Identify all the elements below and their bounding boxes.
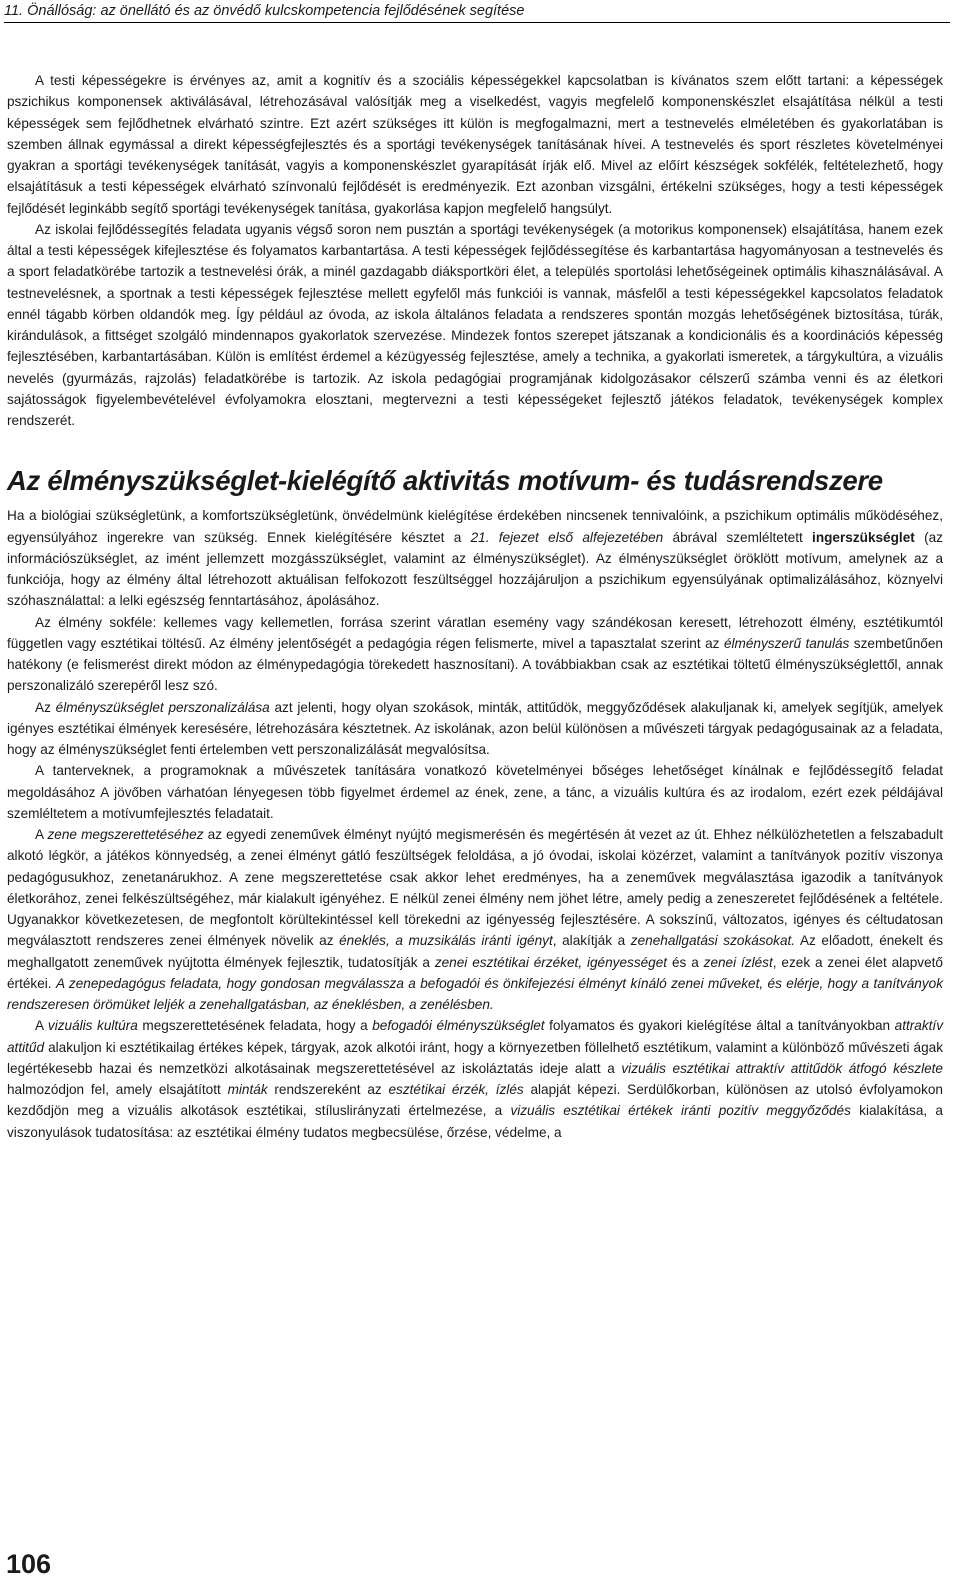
paragraph: A tanterveknek, a programoknak a művészetek tanítására vonatkozó követelményei bőséges lehetőséget kínálnak e fejlődéssegítő feladat megoldásához A jövőben várhatóan lényegesen több figyelmet érdemel az ének, zene, a tánc, a vizuális kultúra és az irodalom, ezért ezek példájával szemléltetem a motívumfejlesztés feladatait. <box>7 763 943 821</box>
paragraph: A zene megszerettetéséhez az egyedi zeneművek élményt nyújtó megismerésén és megértésén át vezet az út. Ehhez nélkülözhetetlen a felszabadult alkotó légkör, a játékos könnyedség, a zenei élményt gátló feszültségek feloldása, a jó óvodai, iskolai közérzet, valamint a tanítványok pozitív viszonya pedagógusukhoz, zenetanárukhoz. A zene megszerettetése csak akkor lehet eredményes, ha a zeneművek megválasztása igazodik a tanítványok életkorához, zenei felkészültségéhez, már kialakult igényéhez. E nélkül zenei élmény nem jöhet létre, amely pedig a zeneszeretet fejlődésének a feltétele. Ugyanakkor következetesen, de megfontolt körültekintéssel kell törekedni az igényesség fejlesztésére. A sokszínű, változatos, igényes és céltudatosan megválasztott rendszeres zenei élmények növelik az éneklés, a muzsikálás iránti igényt, alakítják a zenehallgatási szokásokat. Az előadott, énekelt és meghallgatott zeneművek nyújtotta élmények fejlesztik, tudatosítják a zenei esztétikai érzéket, igényességet és a zenei ízlést, ezek a zenei élet alapvető értékei. A zenepedagógus feladata, hogy gondosan megválassza a befogadói és önkifejezési élményt kínáló zenei műveket, és elérje, hogy a tanítványok rendszeresen örömüket leljék a zenehallgatásban, az éneklésben, a zenélésben. <box>7 827 944 1012</box>
running-title: 11. Önállóság: az önellátó és az önvédő kulcskompetencia fejlődésének segítése <box>4 3 525 19</box>
page-body <box>7 70 943 1143</box>
paragraph: A testi képességekre is érvényes az, amit a kognitív és a szociális képességekkel kapcsolatban is kívánatos szem előtt tartani: a képességek pszichikus komponensek aktiválásával, létrehozásával valósítják meg a viselkedést, vagyis megfelelő komponenskészlet elsajátítása nélkül a testi képességek sem fejlődhetnek elvárható szintre. Ezt azért szükséges itt külön is megfogalmazni, mert a testnevelés elméletében és gyakorlatában is szemben állnak egymással a direkt képességfejlesztés és a sportági tevékenységek tanításának hívei. A testnevelés és sport részletes követelményei gyakran a sportági tevékenységek tanítását, vagyis a komponenskészlet gyarapítását írják elő. Mivel az előírt készségek sokfélék, feltételezhető, hogy elsajátításuk a testi képességek elvárható színvonalú fejlődését is eredményezik. Ezt azonban vizsgálni, értékelni szükséges, hogy a testi képességek fejlődését leginkább segítő sportági tevékenységek tanítása, gyakorlása kapjon megfelelő hangsúlyt. <box>7 73 943 216</box>
page-number: 106 <box>6 1549 52 1579</box>
running-header <box>4 2 950 23</box>
paragraph: Az iskolai fejlődéssegítés feladata ugyanis végső soron nem pusztán a sportági tevékenységek (a motorikus komponensek) elsajátítása, hanem ezek által a testi képességek kifejlesztése és folyamatos karbantartása. A testi képességek fejlődéssegítése és karbantartása hagyományosan a testnevelés és a sport feladatkörébe tartozik a testnevelési órák, a minél gazdagabb diáksportköri élet, a település sportolási lehetőségeinek optimális kihasználásával. A testnevelésnek, a sportnak a testi képességek fejlesztése mellett egyfelől más funkciói is vannak, másfelől a testi képességekkel kapcsolatos feladatok ennél tágabb körben oldandók meg. Így például az óvoda, az iskola általános feladata a rendszeres spontán mozgás lehetőségének biztosítása, túrák, kirándulások, a fittséget szolgáló mindennapos gyakorlatok szervezése. Mindezek fontos szerepet játszanak a kondicionális és a koordinációs képesség fejlesztésében, karbantartásában. Külön is említést érdemel a kézügyesség fejlesztése, amely a technika, a gyakorlati ismeretek, a tárgykultúra, a vizuális nevelés (gyurmázás, rajzolás) feladatkörébe is tartozik. Az iskola pedagógiai programjának kidolgozásakor célszerű számba venni és az életkori sajátosságok figyelembevételével évfolyamokra elosztani, megtervezni a testi képességeket fejlesztő játékos feladatok, tevékenységek komplex rendszerét. <box>7 221 943 428</box>
paragraph: A vizuális kultúra megszerettetésének feladata, hogy a befogadói élményszükséglet folyamatos és gyakori kielégítése által a tanítványokban attraktív attitűd alakuljon ki esztétikailag értékes képek, tárgyak, azok alkotói iránt, hogy a környezetben föllelhető esztétikum, valamint a különböző művészeti ágak legértékesebb hazai és nemzetközi alkotásainak megszerettetésével az iskoláztatás ideje alatt a vizuális esztétikai attraktív attitűdök átfogó készlete halmozódjon fel, amely elsajátított minták rendszereként az esztétikai érzék, ízlés alapját képezi. Serdülőkorban, különösen az utolsó évfolyamokon kezdődjön meg a vizuális alkotások esztétikai, stíluslirányzati értelmezése, a vizuális esztétikai értékek iránti pozitív meggyőződés kialakítása, a viszonyulások tudatosítása: az esztétikai élmény tudatos megbecsülése, őrzése, védelme, a <box>7 1018 944 1140</box>
paragraph: Ha a biológiai szükségletünk, a komfortszükségletünk, önvédelmünk kielégítése érdekében nincsenek tennivalóink, a pszichikum optimális működéséhez, egyensúlyához ingerekre van szükség. Ennek kielégítésére késztet a 21. fejezet első alfejezetében ábrával szemléltetett ingerszükséglet (az információszükséglet, az imént jellemzett mozgásszükséglet, valamint az élményszükséglet). Az élményszükséglet öröklött motívum, amelynek az a funkciója, hogy az élmény által létrehozott aktuálisan felfokozott feszültséggel hozzájáruljon a pszichikum egyensúlyának optimalizálásához, köznyelvi szóhasználattal: a lelki egészség fenntartásához, ápolásához. <box>7 508 943 609</box>
section-heading: Az élményszükséglet-kielégítő aktivitás motívum- és tudásrendszere <box>7 465 883 497</box>
paragraph: Az élményszükséglet perszonalizálása azt jelenti, hogy olyan szokások, minták, attitűdök, meggyőződések alakuljanak ki, amelyek segítjük, amelyek igényes esztétikai élmények keresésére, létrehozására késztetnek. Az iskolának, azon belül különösen a művészeti tárgyak pedagógusainak az a feladata, hogy az élményszükséglet fenti értelemben vett perszonalizálását megvalósítsa. <box>7 699 943 757</box>
paragraph: Az élmény sokféle: kellemes vagy kellemetlen, forrása szerint váratlan esemény vagy szándékosan keresett, létrehozott élmény, esztétikumtól független vagy esztétikai töltésű. Az élmény jelentőségét a pedagógia régen felismerte, mivel a tapasztalat szerint az élményszerű tanulás szembetűnően hatékony (e felismerést direkt módon az élménypedagógia törekedett hasznosítani). A továbbiakban csak az esztétikai töltetű élményszükséglettől, annak perszonalizáló szerepéről lesz szó. <box>7 614 943 694</box>
